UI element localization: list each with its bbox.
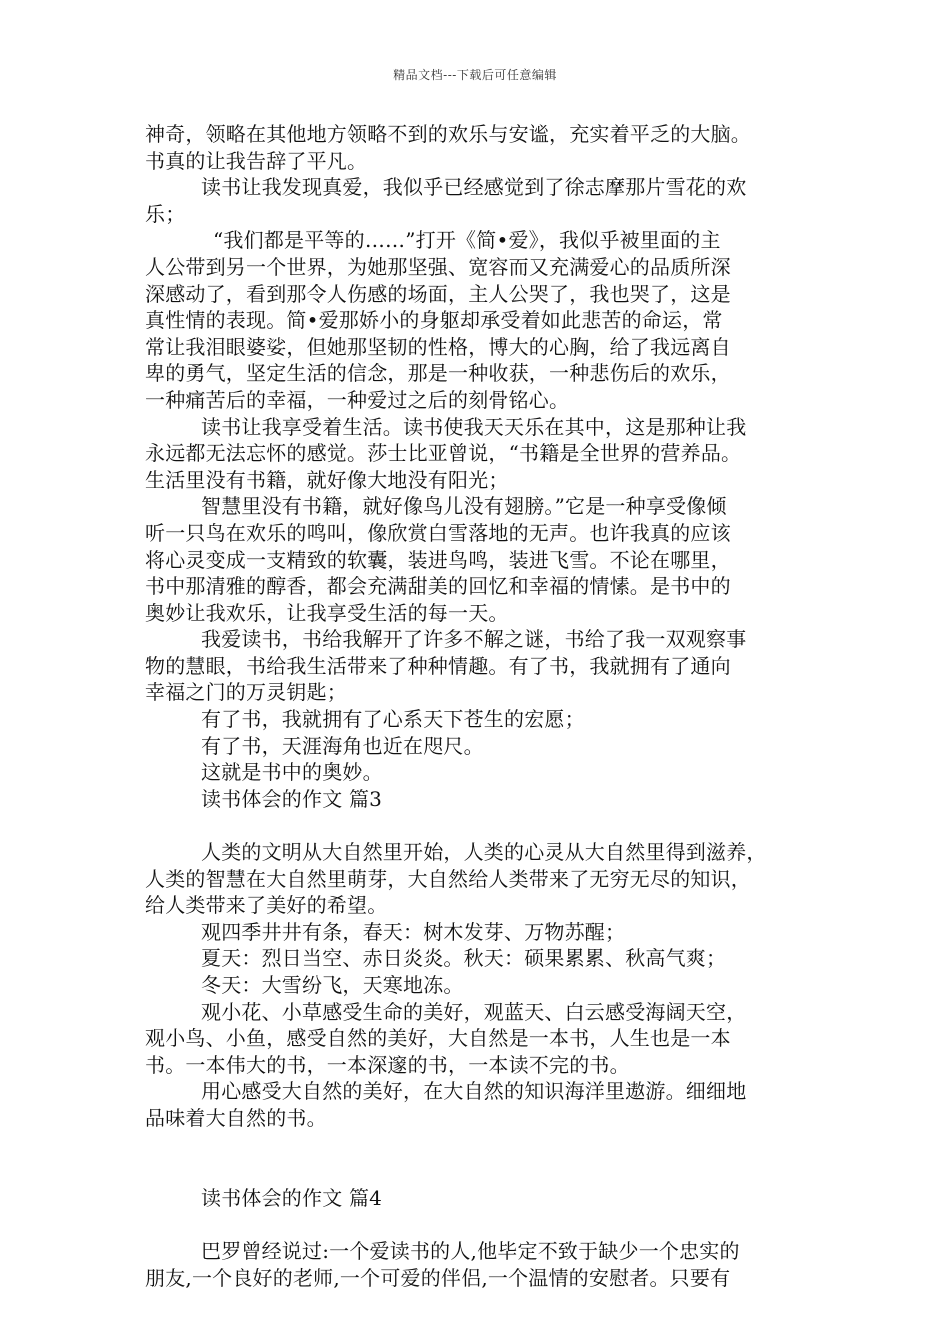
text-line: “我们都是平等的……”打开《简•爱》，我似乎被里面的主 (213, 228, 721, 253)
text-line: 一种痛苦后的幸福，一种爱过之后的刻骨铭心。 (145, 387, 570, 412)
blank-line (145, 812, 825, 839)
text-line: 用心感受大自然的美好，在大自然的知识海洋里遨游。细细地 (201, 1079, 747, 1104)
text-line: 深感动了，看到那令人伤感的场面，主人公哭了，我也哭了，这是 (145, 281, 731, 306)
document-body (145, 121, 825, 1291)
text-line: 读书让我享受着生活。读书使我天天乐在其中，这是那种让我 (201, 414, 747, 439)
text-line: 生活里没有书籍，就好像大地没有阳光； (145, 467, 509, 492)
text-line: 书真的让我告辞了平凡。 (145, 148, 368, 173)
text-line: 观四季井井有条，春天：树木发芽、万物苏醒； (201, 919, 626, 944)
text-line: 智慧里没有书籍，就好像鸟儿没有翅膀。”它是一种享受像倾 (201, 494, 727, 519)
text-line: 幸福之门的万灵钥匙； (145, 680, 347, 705)
blank-line (145, 1211, 825, 1238)
text-line: 读书让我发现真爱，我似乎已经感觉到了徐志摩那片雪花的欢 (201, 175, 747, 200)
text-line: 真性情的表现。简•爱那娇小的身躯却承受着如此悲苦的命运，常 (145, 308, 723, 333)
text-line: 有了书，我就拥有了心系天下苍生的宏愿； (201, 707, 585, 732)
text-line: 人类的智慧在大自然里萌芽，大自然给人类带来了无穷无尽的知识， (145, 866, 751, 891)
text-line: 听一只鸟在欢乐的鸣叫，像欣赏白雪落地的无声。也许我真的应该 (145, 520, 731, 545)
blank-line (145, 1132, 825, 1159)
text-line: 给人类带来了美好的希望。 (145, 893, 388, 918)
text-line: 书中那清雅的醇香，都会充满甜美的回忆和幸福的情愫。是书中的 (145, 574, 731, 599)
text-line: 人类的文明从大自然里开始，人类的心灵从大自然里得到滋养， (201, 840, 767, 865)
text-line: 将心灵变成一支精致的软囊，装进鸟鸣，装进飞雪。不论在哪里， (145, 547, 731, 572)
text-line: 卑的勇气，坚定生活的信念，那是一种收获，一种悲伤后的欢乐， (145, 361, 731, 386)
blank-line (145, 1158, 825, 1185)
text-line: 读书体会的作文 篇4 (201, 1185, 383, 1210)
text-line: 夏天：烈日当空、赤日炎炎。秋天：硕果累累、秋高气爽； (201, 946, 727, 971)
text-line: 人公带到另一个世界，为她那坚强、宽容而又充满爱心的品质所深 (145, 254, 731, 279)
text-line: 朋友,一个良好的老师,一个可爱的伴侣,一个温情的安慰者。只要有 (145, 1265, 731, 1290)
text-line: 巴罗曾经说过:一个爱读书的人,他毕定不致于缺少一个忠实的 (201, 1238, 740, 1263)
text-line: 冬天：大雪纷飞，天寒地冻。 (201, 973, 464, 997)
text-line: 常让我泪眼婆娑，但她那坚韧的性格，博大的心胸，给了我远离自 (145, 334, 731, 359)
text-line: 有了书，天涯海角也近在咫尺。 (201, 733, 484, 758)
text-line: 乐； (145, 201, 186, 226)
text-line: 品味着大自然的书。 (145, 1105, 327, 1130)
text-line: 神奇，领略在其他地方领略不到的欢乐与安谧，充实着平乏的大脑。 (145, 122, 751, 146)
text-line: 读书体会的作文 篇3 (201, 786, 383, 811)
text-line: 物的慧眼，书给我生活带来了种种情趣。有了书，我就拥有了通向 (145, 653, 731, 678)
text-line: 观小鸟、小鱼，感受自然的美好，大自然是一本书，人生也是一本 (145, 1026, 731, 1051)
text-line: 这就是书中的奥妙。 (201, 760, 383, 785)
text-line: 书。一本伟大的书，一本深邃的书，一本读不完的书。 (145, 1052, 630, 1077)
text-line: 我爱读书，书给我解开了许多不解之谜，书给了我一双观察事 (201, 627, 747, 652)
page-header: 精品文档---下载后可任意编辑 (393, 68, 557, 82)
text-line: 观小花、小草感受生命的美好，观蓝天、白云感受海阔天空， (201, 999, 747, 1024)
text-line: 奥妙让我欢乐，让我享受生活的每一天。 (145, 600, 509, 625)
text-line: 永远都无法忘怀的感觉。莎士比亚曾说，“书籍是全世界的营养品。 (145, 441, 742, 466)
